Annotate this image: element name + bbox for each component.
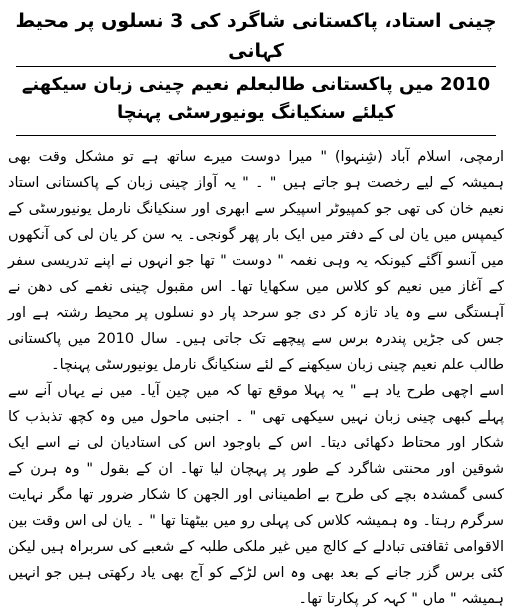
article-body [8, 144, 504, 612]
article-deck: 2010 میں پاکستانی طالبعلم نعیم چینی زبان سیکھنے کیلئے سنکیانگ یونیورسٹی پہنچا [21, 74, 491, 123]
article-headline: چینی استاد، پاکستانی شاگرد کی 3 نسلوں پر محیط کہانی [15, 10, 497, 62]
deck-divider [16, 135, 496, 136]
body-paragraph: ارمچی، اسلام آباد (شِنہوا) " میرا دوست میرے ساتھ ہے تو مشکل وقت بھی ہمیشہ کے لیے رخصت ہو جاتے ہیں " ۔ " یہ آواز چینی زبان کے پاکستانی استاد نعیم خان کی تھی جو کمپیوٹر اسپیکر سے ابھری اور سنکیانگ نارمل یونیورسٹی کے کیمپس میں یان لی کے دفتر میں ایک بار پھر گونجی۔ یہ سن کر یان لی کی آنکھوں میں آنسو آگئے کیونکہ یہ وہی نغمہ " دوست " تھا جو انہوں نے اپنے تدریسی سفر کے آغاز میں نعیم کو کلاس میں سکھایا تھا۔ اس مقبول چینی نغمے کی دھن نے آہستگی سے وہ یاد تازہ کر دی جو سرحد پار دو نسلوں پر محیط رشتہ ہے اور جس کی جڑیں پندرہ برس سے پیچھے تک جاتی ہیں۔ سال 2010 میں پاکستانی طالب علم نعیم چینی زبان سیکھنے کے لئے سنکیانگ نارمل یونیورسٹی پہنچا۔ [8, 149, 504, 373]
body-paragraph: اسے اچھی طرح یاد ہے " یہ پہلا موقع تھا کہ میں چین آیا۔ میں نے یہاں آنے سے پہلے کبھی چینی زبان نہیں سیکھی تھی " ۔ اجنبی ماحول میں وہ کچھ تذبذب کا شکار اور محتاط دکھائی دیتا۔ اس کے باوجود اس کی استادیان لی نے اسے ایک شوقین اور محنتی شاگرد کے طور پر پہچان لیا تھا۔ ان کے بقول " وہ ہرن کے کسی گمشدہ بچے کی طرح بے اطمینانی اور الجھن کا شکار ضرور تھا مگر نہایت سرگرم رہتا۔ وہ ہمیشہ کلاس کی پہلی رو میں بیٹھتا تھا " ۔ یان لی اس وقت بین الاقوامی ثقافتی تبادلے کے کالج میں غیر ملکی طلبہ کے شعبے کی سربراہ ہیں لیکن کئی برس گزر جانے کے بعد بھی وہ اس لڑکے کو آج بھی یاد رکھتی ہیں جو انہیں ہمیشہ " ماں " کہہ کر پکارتا تھا۔ [8, 383, 504, 607]
headline-divider [16, 66, 496, 67]
